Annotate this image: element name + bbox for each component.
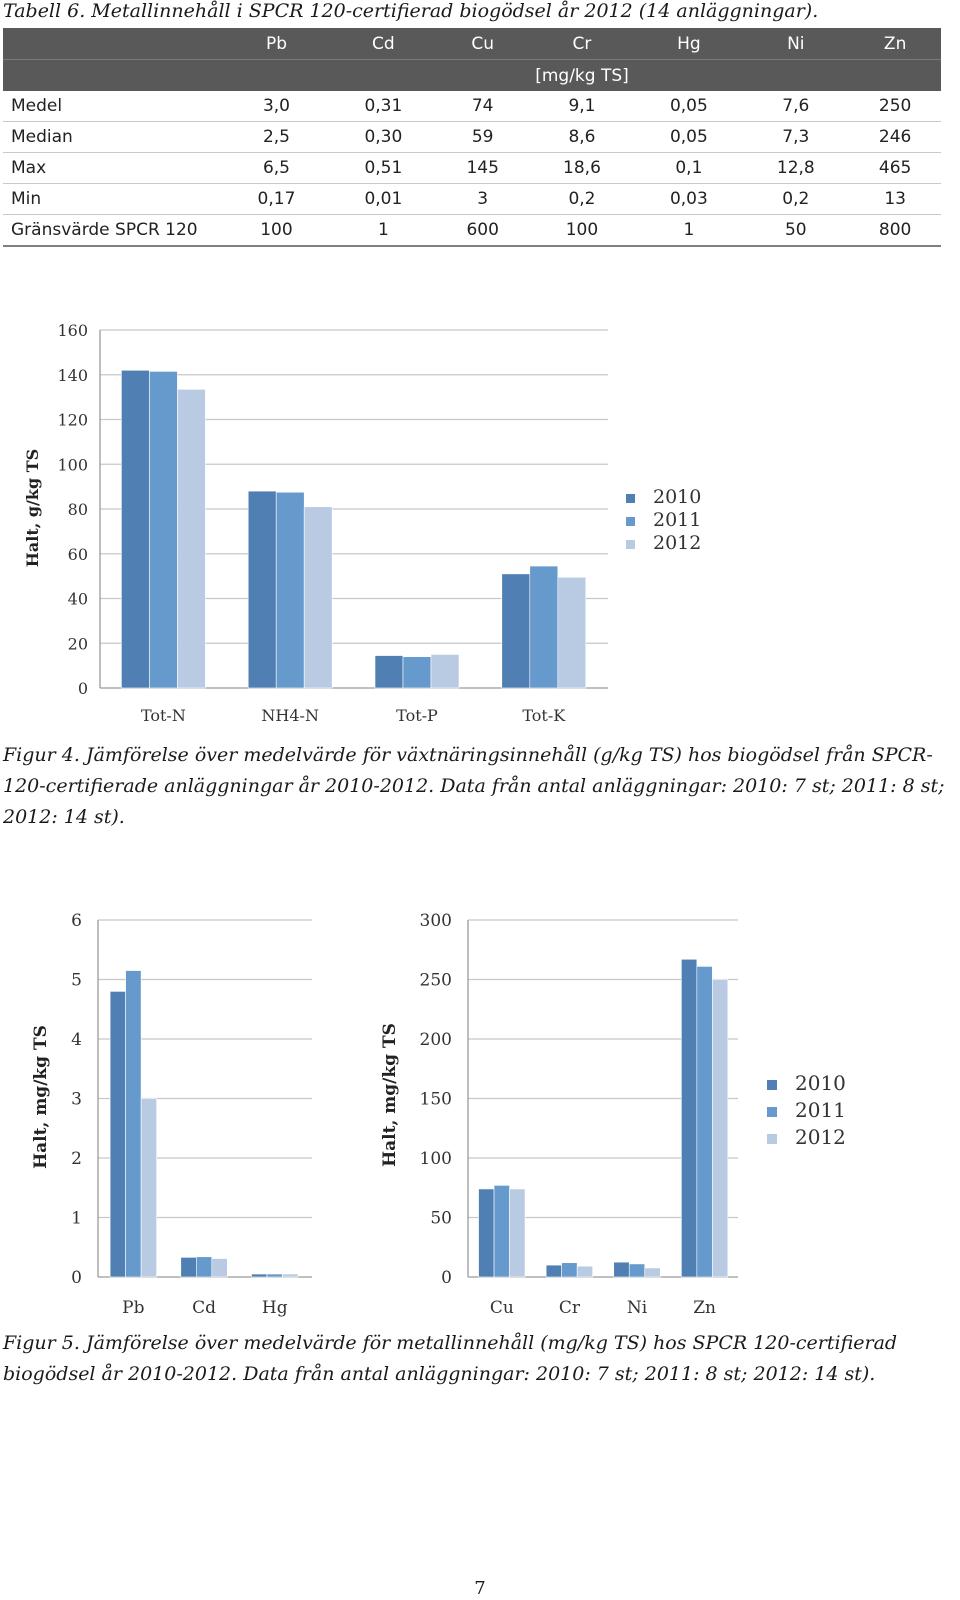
fig4-ytick-label: 40 [67,589,88,609]
table-cell: 7,3 [742,122,849,153]
table-cell: 0,05 [635,122,742,153]
fig5b-bar-2010-Cr [546,1265,562,1277]
table-cell: 100 [529,215,636,247]
fig4-ytick-label: 80 [67,500,88,519]
fig5b-bar-2011-Cr [562,1263,578,1277]
fig5a-ytick-label: 4 [71,1030,82,1050]
page-number: 7 [474,1578,486,1599]
table-cell: 9,1 [529,91,636,122]
table-cell: 1 [635,215,742,247]
fig5b-bar-2011-Zn [697,966,713,1277]
fig5a-ytick-label: 0 [71,1268,82,1288]
fig5b-legend-label: 2010 [795,1071,846,1095]
table-cell: 59 [437,122,529,153]
fig5a-ytick-label: 6 [71,911,82,931]
header-cell: Pb [223,28,330,60]
fig5a-bar-2011-Cd [196,1257,212,1277]
table-cell: 74 [437,91,529,122]
header-cell: Cr [529,28,636,60]
fig5b-legend-swatch-2012 [767,1134,777,1144]
fig5b-ytick-label: 200 [419,1030,452,1050]
fig4-category-label: Tot-P [396,706,438,725]
row-label: Max [3,153,223,184]
fig5b-bar-2012-Ni [645,1268,661,1277]
fig4-ytick-label: 20 [67,634,88,654]
fig4-bar-2011-NH4-N [276,492,304,688]
figure4-caption: Figur 4. Jämförelse över medelvärde för växtnäringsinnehåll (g/kg TS) hos biogödsel från SPCR-120-certifierade anläggningar år 2010-2012. Data från antal anläggningar: 2010: 7 st; 2011: 8 st; 2012: 14 st). [3,744,945,828]
table-cell: 0,03 [635,184,742,215]
header-cell: Cd [330,28,437,60]
fig5b-bar-2012-Cu [510,1189,526,1277]
table-cell: 1 [330,215,437,247]
table-cell: 7,6 [742,91,849,122]
fig5b-legend-swatch-2011 [767,1107,777,1117]
fig4-legend-label: 2010 [653,486,702,508]
fig4-bar-2011-Tot-K [530,566,558,688]
table-cell: 145 [437,153,529,184]
fig5b-legend-swatch-2010 [767,1080,777,1090]
fig5b-bar-2012-Cr [577,1266,593,1277]
fig5a-bar-2010-Pb [110,991,126,1277]
table-cell: 8,6 [529,122,636,153]
header-cell: Cu [437,28,529,60]
fig5b-ytick-label: 150 [419,1089,452,1110]
fig5b-legend-label: 2012 [795,1125,846,1149]
fig5b-category-label: Cu [489,1298,514,1318]
fig4-bar-2010-Tot-N [121,370,149,688]
table-cell: 0,30 [330,122,437,153]
fig5a-ytick-label: 2 [71,1149,82,1169]
fig4-category-label: Tot-N [140,706,186,725]
fig4-legend-swatch-2012 [626,540,635,549]
fig5a-y-axis-label: Halt, mg/kg TS [31,1025,51,1169]
fig5a-bar-2012-Cd [212,1259,228,1277]
table-cell: 0,01 [330,184,437,215]
fig5a-category-label: Cd [192,1298,216,1318]
fig4-y-axis-label: Halt, g/kg TS [23,448,42,568]
fig4-ytick-label: 100 [57,455,88,475]
header-cell: Zn [849,28,941,60]
fig5b-bar-2012-Zn [712,980,728,1278]
fig4-ytick-label: 140 [57,365,88,385]
table-cell: 246 [849,122,941,153]
table-cell: 0,17 [223,184,330,215]
fig5b-ytick-label: 100 [419,1149,452,1169]
fig5b-ytick-label: 300 [419,911,452,931]
row-label: Min [3,184,223,215]
fig5b-bar-2010-Zn [681,959,697,1277]
fig4-bar-2010-Tot-P [375,656,403,688]
table-cell: 0,51 [330,153,437,184]
table-cell: 800 [849,215,941,247]
fig4-bar-2010-Tot-K [502,574,530,688]
fig4-ytick-label: 120 [57,410,88,430]
fig5b-y-axis-label: Halt, mg/kg TS [380,1023,400,1167]
fig4-bar-2012-NH4-N [304,507,332,688]
fig5a-category-label: Hg [261,1298,288,1318]
table-cell: 2,5 [223,122,330,153]
fig4-bar-2011-Tot-N [149,371,177,688]
fig5a-bar-2010-Cd [181,1257,197,1277]
fig4-bar-2010-NH4-N [248,491,276,688]
fig5b-ytick-label: 250 [419,970,452,991]
fig5b-bar-2011-Ni [629,1264,645,1277]
table-cell: 0,2 [742,184,849,215]
table-cell: 0,31 [330,91,437,122]
row-label: Gränsvärde SPCR 120 [3,215,223,247]
row-label: Medel [3,91,223,122]
fig4-bar-2012-Tot-P [431,654,459,688]
fig5b-ytick-label: 50 [430,1208,452,1229]
table-cell: 0,1 [635,153,742,184]
fig4-legend-label: 2011 [653,509,702,531]
table-caption: Tabell 6. Metallinnehåll i SPCR 120-certifierad biogödsel år 2012 (14 anläggningar). [3,0,819,22]
fig4-category-label: NH4-N [261,706,319,725]
figure5-caption: Figur 5. Jämförelse över medelvärde för metallinnehåll (mg/kg TS) hos SPCR 120-certifierad biogödsel år 2010-2012. Data från antal anläggningar: 2010: 7 st; 2011: 8 st; 2012: 14 st). [3,1332,898,1385]
fig4-ytick-label: 160 [57,321,88,340]
fig5b-category-label: Cr [558,1298,580,1318]
fig5b-bar-2010-Ni [614,1262,630,1277]
fig4-legend-label: 2012 [653,532,702,554]
fig5b-ytick-label: 0 [441,1268,452,1288]
table-cell: 3 [437,184,529,215]
table-cell: 0,05 [635,91,742,122]
fig5b-bar-2010-Cu [479,1189,495,1277]
fig4-bar-2011-Tot-P [403,657,431,688]
table-cell: 12,8 [742,153,849,184]
fig5b-category-label: Ni [626,1298,648,1318]
fig4-category-label: Tot-K [522,706,566,725]
table-cell: 6,5 [223,153,330,184]
fig4-legend-swatch-2011 [626,517,635,526]
fig5b-bar-2011-Cu [494,1185,510,1277]
table-cell: 0,2 [529,184,636,215]
fig5a-ytick-label: 1 [71,1208,82,1229]
fig5b-legend-label: 2011 [795,1098,846,1122]
fig4-bar-2012-Tot-K [558,577,586,688]
table-cell: 250 [849,91,941,122]
fig5a-ytick-label: 5 [71,970,82,991]
fig5a-bar-2012-Pb [141,1099,157,1278]
fig5a-bar-2011-Pb [126,971,142,1277]
table-cell: 465 [849,153,941,184]
fig5b-category-label: Zn [693,1298,716,1318]
fig5a-ytick-label: 3 [71,1089,82,1110]
fig5a-bar-2012-Hg [283,1274,299,1277]
fig5a-category-label: Pb [122,1298,145,1318]
table-cell: 100 [223,215,330,247]
table-cell: 50 [742,215,849,247]
fig4-legend-swatch-2010 [626,494,635,503]
fig5a-bar-2010-Hg [252,1274,268,1277]
fig5a-bar-2011-Hg [267,1274,283,1277]
row-label: Median [3,122,223,153]
header-cell: Hg [635,28,742,60]
fig4-ytick-label: 60 [67,544,88,564]
fig4-bar-2012-Tot-N [177,389,205,688]
table-cell: 3,0 [223,91,330,122]
table-cell: 600 [437,215,529,247]
table-cell: 18,6 [529,153,636,184]
fig4-ytick-label: 0 [77,679,88,698]
header-cell: Ni [742,28,849,60]
table-cell: 13 [849,184,941,215]
units-cell: [mg/kg TS] [223,60,941,92]
